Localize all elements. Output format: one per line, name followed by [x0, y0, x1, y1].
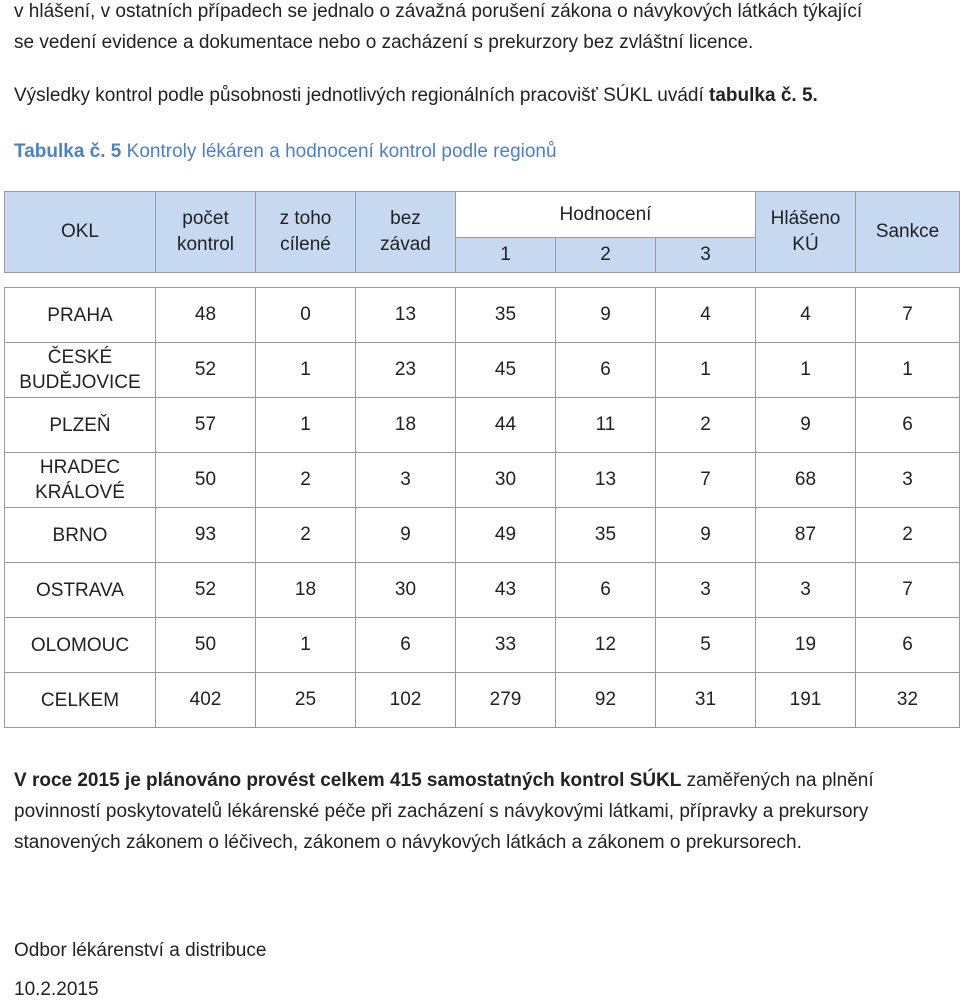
row-value-cell: 7: [856, 563, 960, 618]
row-value-cell: 6: [856, 398, 960, 453]
header-hodnoceni-1: 1: [456, 238, 556, 273]
row-value-cell: 4: [656, 288, 756, 343]
row-value-cell: 6: [856, 618, 960, 673]
table-body: [5, 273, 960, 728]
caption-lead: Tabulka č.: [14, 141, 106, 162]
row-value-cell: 93: [156, 508, 256, 563]
header-spacer: [5, 273, 960, 288]
row-okl-line: BRNO: [52, 524, 108, 546]
row-value-cell: 43: [456, 563, 556, 618]
row-okl-cell: [5, 398, 156, 453]
row-value-cell: 3: [356, 453, 456, 508]
row-value-cell: 19: [756, 618, 856, 673]
table-row: [5, 673, 960, 728]
row-value-cell: 9: [656, 508, 756, 563]
row-value-cell: 45: [456, 343, 556, 398]
row-value-cell: 6: [556, 563, 656, 618]
row-value-cell: 3: [856, 453, 960, 508]
row-value-cell: 50: [156, 453, 256, 508]
row-value-cell: 48: [156, 288, 256, 343]
caption-text: Kontroly lékáren a hodnocení kontrol podle regionů: [121, 141, 557, 162]
row-okl-line: PLZEŇ: [49, 414, 111, 436]
intro-line-1: v hlášení, v ostatních případech se jednalo o závažná porušení zákona o návykových látkách týkající: [14, 1, 863, 22]
row-value-cell: 5: [656, 618, 756, 673]
row-value-cell: 2: [256, 508, 356, 563]
table-row: [5, 398, 960, 453]
header-bez-zavad-line2: závad: [380, 234, 431, 255]
row-value-cell: 35: [456, 288, 556, 343]
row-value-cell: 31: [656, 673, 756, 728]
header-hlaseno-ku: [756, 192, 856, 273]
row-value-cell: 6: [356, 618, 456, 673]
row-okl-line: OSTRAVA: [36, 579, 124, 601]
table-row: [5, 618, 960, 673]
row-okl-cell: [5, 673, 156, 728]
row-okl-line: CELKEM: [40, 689, 120, 711]
row-value-cell: 52: [156, 343, 256, 398]
header-pocet-kontrol-line1: počet: [182, 208, 229, 229]
header-bez-zavad: [356, 192, 456, 273]
plan-bold: V roce 2015 je plánováno provést celkem 415 samostatných kontrol SÚKL: [14, 770, 682, 791]
row-okl-line: OLOMOUC: [30, 634, 130, 656]
row-okl-line: PRAHA: [47, 304, 113, 326]
row-value-cell: 87: [756, 508, 856, 563]
row-value-cell: 1: [756, 343, 856, 398]
row-okl-line: KRÁLOVÉ: [35, 482, 125, 503]
row-value-cell: 18: [356, 398, 456, 453]
table-row: [5, 288, 960, 343]
row-value-cell: 1: [856, 343, 960, 398]
table-row: [5, 453, 960, 508]
header-hodnoceni-2: 2: [556, 238, 656, 273]
table-row: [5, 508, 960, 563]
row-value-cell: 402: [156, 673, 256, 728]
row-value-cell: 191: [756, 673, 856, 728]
row-value-cell: 13: [556, 453, 656, 508]
row-value-cell: 50: [156, 618, 256, 673]
department-name: Odbor lékárenství a distribuce: [14, 940, 267, 961]
results-text: Výsledky kontrol podle působnosti jednotlivých regionálních pracovišť SÚKL uvádí: [14, 85, 710, 106]
row-okl-line: HRADEC: [39, 457, 121, 478]
table-caption: [14, 136, 557, 167]
results-table-ref: tabulka č. 5.: [709, 85, 818, 106]
row-value-cell: 1: [256, 343, 356, 398]
row-okl-cell: [5, 618, 156, 673]
row-okl-cell: [5, 563, 156, 618]
row-okl-cell: [5, 288, 156, 343]
row-okl-line: BUDĚJOVICE: [19, 372, 141, 393]
row-value-cell: 2: [856, 508, 960, 563]
row-okl-cell: [5, 453, 156, 508]
document-date: 10.2.2015: [14, 979, 99, 1000]
row-value-cell: 4: [756, 288, 856, 343]
header-hlaseno-line1: Hlášeno: [770, 208, 841, 229]
row-value-cell: 7: [856, 288, 960, 343]
row-value-cell: 12: [556, 618, 656, 673]
header-hlaseno-line2: KÚ: [792, 234, 819, 255]
row-value-cell: 32: [856, 673, 960, 728]
row-value-cell: 1: [256, 618, 356, 673]
row-value-cell: 279: [456, 673, 556, 728]
intro-line-2: se vedení evidence a dokumentace nebo o zacházení s prekurzory bez zvláštní licence.: [14, 32, 754, 53]
row-value-cell: 44: [456, 398, 556, 453]
header-z-toho-cilene: [256, 192, 356, 273]
caption-number: 5: [110, 141, 122, 162]
spacer-cell: [5, 273, 960, 288]
header-pocet-kontrol-line2: kontrol: [176, 234, 235, 255]
row-value-cell: 35: [556, 508, 656, 563]
row-value-cell: 6: [556, 343, 656, 398]
header-z-toho-line1: z toho: [279, 208, 332, 229]
row-value-cell: 92: [556, 673, 656, 728]
plan-line-1: [14, 765, 874, 796]
results-paragraph: [14, 80, 818, 111]
row-value-cell: 68: [756, 453, 856, 508]
intro-paragraph: [14, 0, 862, 58]
row-value-cell: 7: [656, 453, 756, 508]
row-value-cell: 11: [556, 398, 656, 453]
row-okl-line: ČESKÉ: [47, 347, 113, 368]
plan-line-2: povinností poskytovatelů lékárenské péče při zacházení s návykovými látkami, přípravky a prekursory: [14, 801, 869, 822]
row-value-cell: 49: [456, 508, 556, 563]
header-hodnoceni-3: 3: [656, 238, 756, 273]
row-value-cell: 13: [356, 288, 456, 343]
row-value-cell: 9: [556, 288, 656, 343]
row-value-cell: 30: [356, 563, 456, 618]
plan-text-1: zaměřených na plnění: [681, 770, 874, 791]
row-value-cell: 25: [256, 673, 356, 728]
row-value-cell: 33: [456, 618, 556, 673]
header-sankce: Sankce: [856, 192, 960, 273]
plan-line-3: stanovených zákonem o léčivech, zákonem o návykových látkách a zákonem o prekursorech.: [14, 832, 802, 853]
row-okl-cell: [5, 508, 156, 563]
header-z-toho-line2: cílené: [280, 234, 331, 255]
header-pocet-kontrol: [156, 192, 256, 273]
row-value-cell: 1: [656, 343, 756, 398]
header-bez-zavad-line1: bez: [390, 208, 421, 229]
row-okl-cell: [5, 343, 156, 398]
row-value-cell: 9: [356, 508, 456, 563]
row-value-cell: 23: [356, 343, 456, 398]
row-value-cell: 9: [756, 398, 856, 453]
row-value-cell: 102: [356, 673, 456, 728]
header-hodnoceni: Hodnocení: [456, 192, 756, 238]
row-value-cell: 2: [656, 398, 756, 453]
row-value-cell: 2: [256, 453, 356, 508]
table-row: [5, 563, 960, 618]
row-value-cell: 18: [256, 563, 356, 618]
row-value-cell: 52: [156, 563, 256, 618]
inspection-table: [4, 191, 960, 728]
row-value-cell: 1: [256, 398, 356, 453]
header-okl: OKL: [5, 192, 156, 273]
row-value-cell: 30: [456, 453, 556, 508]
row-value-cell: 3: [656, 563, 756, 618]
table-header: [5, 192, 960, 273]
row-value-cell: 0: [256, 288, 356, 343]
row-value-cell: 57: [156, 398, 256, 453]
table-row: [5, 343, 960, 398]
plan-paragraph: [14, 765, 874, 858]
row-value-cell: 3: [756, 563, 856, 618]
